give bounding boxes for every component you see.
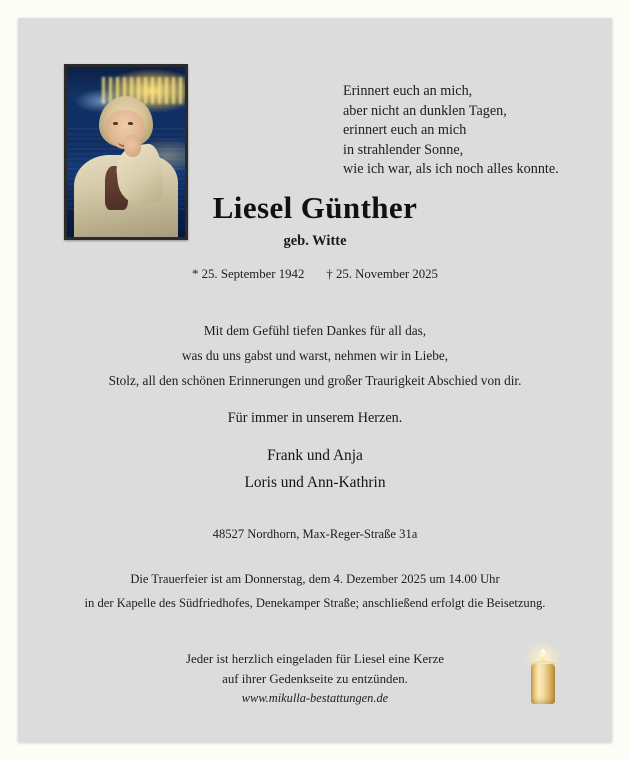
candle-icon[interactable] [523, 642, 563, 704]
forever-in-our-hearts-line: Für immer in unserem Herzen. [227, 410, 403, 426]
address-line: 48527 Nordhorn, Max-Reger-Straße 31a [212, 527, 418, 541]
photo-subject-hand [124, 135, 142, 157]
tribute-line-3: Stolz, all den schönen Erinnerungen und großer Traurigkeit Abschied von dir. [108, 373, 522, 388]
poem-line-3: erinnert euch an mich [343, 122, 467, 139]
candle-invite-line-2: auf ihrer Gedenkseite zu entzünden. [222, 671, 408, 686]
family-names [18, 442, 612, 496]
tribute-text [18, 318, 612, 393]
tribute-line-2: was du uns gabst und warst, nehmen wir in Liebe, [181, 348, 449, 363]
photo-subject-eye-left [113, 122, 118, 125]
funeral-service-info [18, 567, 612, 615]
poem-line-2: aber nicht an dunklen Tagen, [343, 102, 507, 119]
memorial-card [18, 18, 612, 742]
poem-line-5: wie ich war, als ich noch alles konnte. [343, 161, 559, 178]
poem-line-1: Erinnert euch an mich, [343, 83, 473, 99]
service-line-1: Die Trauerfeier ist am Donnerstag, dem 4. Dezember 2025 um 14.00 Uhr [130, 572, 500, 586]
candle-body [531, 664, 555, 704]
death-date: † 25. November 2025 [326, 267, 438, 281]
memorial-poem [343, 82, 559, 180]
service-line-2: in der Kapelle des Südfriedhofes, Denekamper Straße; anschließend erfolgt die Beisetzung. [84, 596, 546, 610]
memorial-website-link[interactable]: www.mikulla-bestattungen.de [241, 691, 389, 705]
family-name-2: Loris und Ann-Kathrin [244, 474, 386, 491]
deceased-name: Liesel Günther [212, 190, 418, 225]
family-name-1: Frank und Anja [267, 447, 363, 464]
poem-line-4: in strahlender Sonne, [343, 141, 464, 158]
photo-subject-eye-right [128, 122, 133, 125]
life-dates [18, 267, 612, 282]
birth-date: * 25. September 1942 [192, 267, 305, 281]
candle-invite-line-1: Jeder ist herzlich eingeladen für Liesel eine Kerze [185, 652, 445, 666]
tribute-line-1: Mit dem Gefühl tiefen Dankes für all das, [203, 323, 427, 338]
maiden-name: geb. Witte [283, 233, 347, 249]
